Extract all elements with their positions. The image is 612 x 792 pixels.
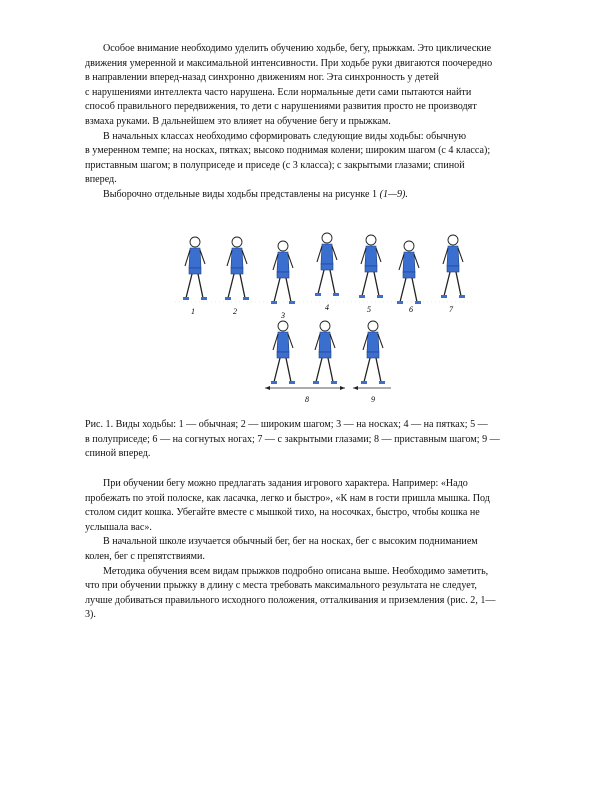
document-page (85, 42, 572, 203)
caption-line: спиной вперед. (85, 448, 151, 460)
text-line: взмаха руками. В дальнейшем это влияет на обучение бегу и прыжкам. (85, 115, 391, 127)
text-line: с нарушениями интеллекта часто нарушена. Если нормальные дети сами пытаются найти (85, 86, 472, 98)
text-line: 3). (85, 609, 96, 621)
figure-number: 8 (305, 395, 309, 404)
walking-figure (165, 222, 485, 412)
walker-figure-2 (225, 237, 249, 300)
text-line: способ правильного передвижения, то дети с нарушениями развития просто не производят (85, 101, 477, 113)
text-line: При обучении бегу можно предлагать задания игрового характера. Например: «Надо (103, 478, 468, 489)
walker-figure-4 (315, 233, 339, 296)
figure-number: 1 (191, 307, 195, 316)
walker-figure-9 (361, 321, 385, 384)
paragraph-running-types (85, 535, 572, 564)
paragraph-running-games (85, 477, 572, 535)
walker-figure-6 (397, 241, 421, 304)
text-line: Особое внимание необходимо уделить обучению ходьбе, бегу, прыжкам. Это циклические (103, 43, 492, 54)
text-line: что при обучении прыжку в длину с места требовать максимального результата не следует, (85, 580, 477, 592)
text-line: приставным шагом; в полуприседе и приседе (с 3 класса); с закрытыми глазами; спиной (85, 159, 465, 171)
text-line: пробежать по этой полоске, как ласачка, легко и быстро», «К нам в гости пришла мышка. Под (85, 492, 490, 504)
walker-figure-1 (183, 237, 207, 300)
walker-figure-3 (271, 241, 295, 304)
figure-numbers-row-2 (305, 395, 375, 404)
walker-row-2 (265, 321, 391, 390)
text-line: В начальной школе изучается обычный бег, бег на носках, бег с высоким подниманием (103, 536, 478, 548)
walker-figure-8b (313, 321, 337, 384)
text-line: лучше добиваться правильного исходного положения, отталкивания и приземления (рис. 2, 1— (85, 594, 496, 606)
figure-number: 2 (233, 307, 237, 316)
caption-line: в полуприседе; 6 — на согнутых ногах; 7 — с закрытыми глазами; 8 — приставным шагом; 9 — (85, 433, 500, 445)
figure-numbers-row-1 (191, 303, 454, 320)
text-line: в направлении вперед-назад синхронно движениям ног. Эта синхронность у детей (85, 72, 439, 84)
figure-number: 4 (325, 303, 329, 312)
figure-number: 6 (409, 305, 413, 314)
figure-number: 9 (371, 395, 375, 404)
figure-caption (85, 418, 572, 462)
figure-number: 5 (367, 305, 371, 314)
text-line: услышала вас». (85, 521, 152, 533)
text-line: Методика обучения всем видам прыжков подробно описана выше. Необходимо заметить, (103, 565, 489, 577)
figure-number: 7 (449, 305, 453, 314)
walker-figure-7 (441, 235, 465, 298)
walker-row-1 (175, 233, 475, 304)
paragraph-figure-reference (85, 188, 572, 203)
figure-ref-range: (1—9). (379, 188, 408, 200)
walker-figure-5 (359, 235, 383, 298)
paragraph-jumping (85, 565, 572, 623)
paragraph-walking-intro (85, 42, 572, 130)
document-page-lower (85, 477, 572, 623)
text-line: столом сидит кошка. Убегайте вместе с мышкой тихо, на носочках, быстро, чтобы кошка не (85, 507, 480, 519)
figure-number: 3 (281, 311, 285, 320)
paragraph-walking-types (85, 130, 572, 188)
text-line: В начальных классах необходимо сформировать следующие виды ходьбы: обычную (103, 130, 467, 142)
text-line: колен, бег с препятствиями. (85, 550, 205, 562)
text-line: движения умеренной и максимальной интенсивности. При ходьбе руки двигаются поочередно (85, 57, 493, 69)
figure-ref-text: Выборочно отдельные виды ходьбы представлены на рисунке 1 (103, 188, 380, 200)
text-line: в умеренном темпе; на носках, пятках; высоко поднимая колени; широким шагом (с 4 класса); (85, 145, 491, 157)
text-line: вперед. (85, 174, 117, 186)
walker-figure-8a (271, 321, 295, 384)
caption-line: Рис. 1. Виды ходьбы: 1 — обычная; 2 — широким шагом; 3 — на носках; 4 — на пятках; 5 — (85, 419, 488, 430)
